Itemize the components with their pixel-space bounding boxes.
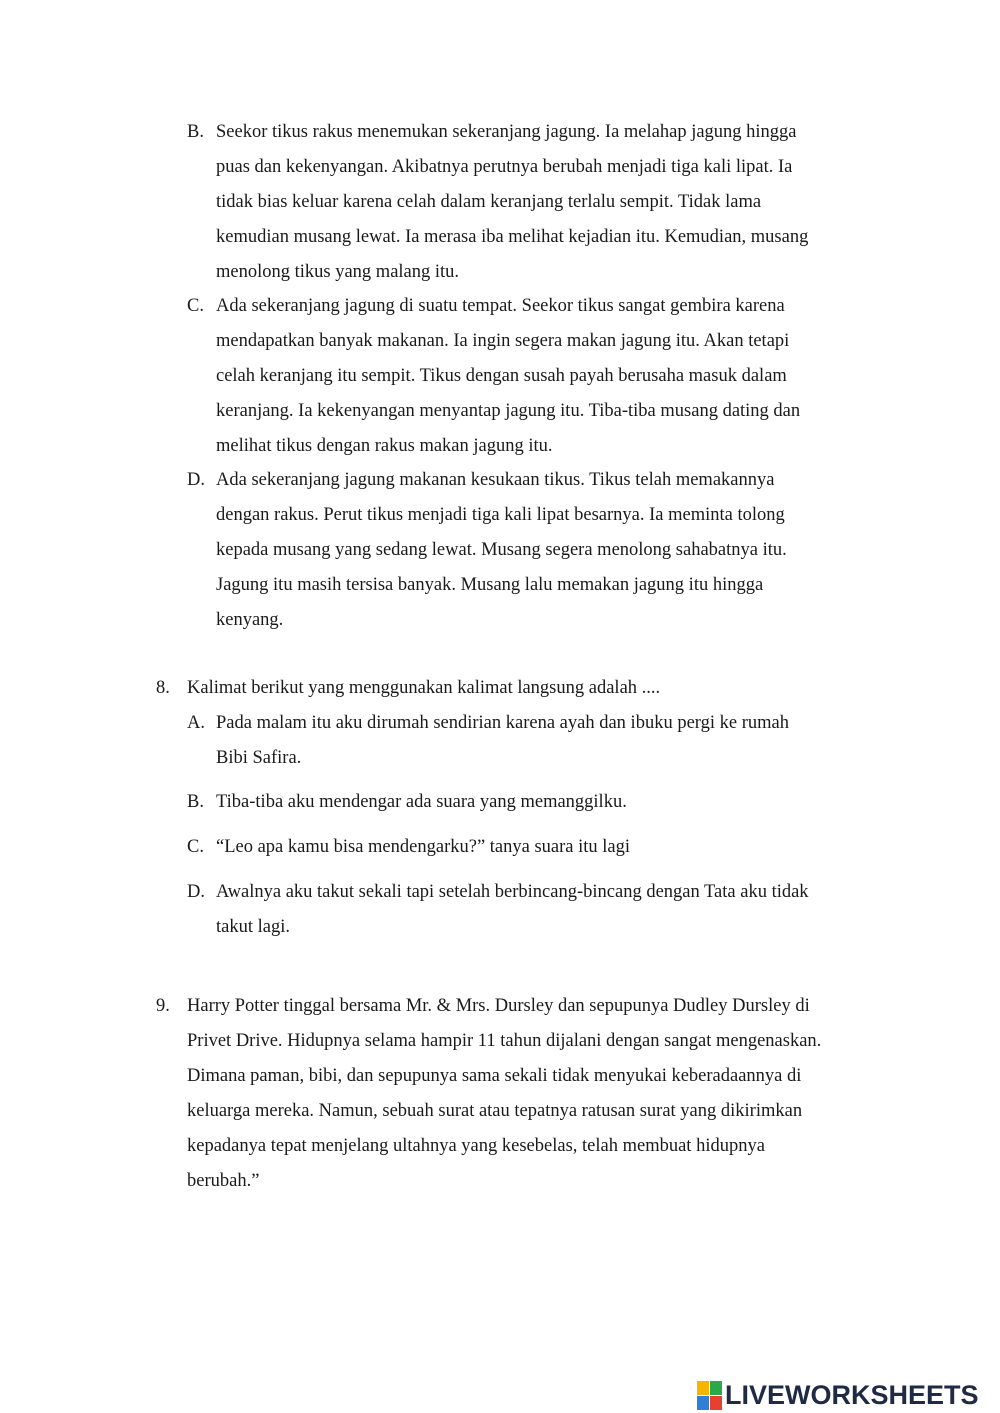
option-text-line: kemudian musang lewat. Ia merasa iba melihat kejadian itu. Kemudian, musang — [216, 227, 809, 247]
option-text-line: Jagung itu masih tersisa banyak. Musang lalu memakan jagung itu hingga — [216, 575, 764, 595]
option-text-line: Bibi Safira. — [216, 748, 302, 768]
liveworksheets-logo-icon — [697, 1380, 723, 1410]
option-text-line: dengan rakus. Perut tikus menjadi tiga kali lipat besarnya. Ia meminta tolong — [216, 505, 785, 525]
option-text-line: celah keranjang itu sempit. Tikus dengan susah payah berusaha masuk dalam — [216, 366, 787, 386]
option-label: C. — [187, 837, 204, 857]
option-label: B. — [187, 792, 204, 812]
watermark-text: LIVEWORKSHEETS — [725, 1379, 979, 1410]
option-label: B. — [187, 122, 204, 142]
option-label: D. — [187, 882, 205, 902]
passage-line: keluarga mereka. Namun, sebuah surat atau tepatnya ratusan surat yang dikirimkan — [187, 1101, 803, 1121]
passage-line: Dimana paman, bibi, dan sepupunya sama sekali tidak menyukai keberadaannya di — [187, 1066, 802, 1086]
option-text-line: tidak bias keluar karena celah dalam keranjang terlalu sempit. Tidak lama — [216, 192, 762, 212]
passage-line: Privet Drive. Hidupnya selama hampir 11 tahun dijalani dengan sangat mengenaskan. — [187, 1031, 822, 1051]
option-text-line: takut lagi. — [216, 917, 290, 937]
passage-line: kepadanya tepat menjelang ultahnya yang kesebelas, telah membuat hidupnya — [187, 1136, 765, 1156]
option-text-line: “Leo apa kamu bisa mendengarku?” tanya suara itu lagi — [216, 837, 631, 857]
question-text: Kalimat berikut yang menggunakan kalimat langsung adalah .... — [187, 678, 661, 698]
option-text-line: Ada sekeranjang jagung makanan kesukaan tikus. Tikus telah memakannya — [216, 470, 775, 490]
option-text-line: Pada malam itu aku dirumah sendirian karena ayah dan ibuku pergi ke rumah — [216, 713, 789, 733]
option-text-line: kenyang. — [216, 610, 284, 630]
option-text-line: Seekor tikus rakus menemukan sekeranjang jagung. Ia melahap jagung hingga — [216, 122, 797, 142]
option-text-line: puas dan kekenyangan. Akibatnya perutnya berubah menjadi tiga kali lipat. Ia — [216, 157, 793, 177]
option-text-line: kepada musang yang sedang lewat. Musang segera menolong sahabatnya itu. — [216, 540, 787, 560]
option-label: D. — [187, 470, 205, 490]
option-text-line: mendapatkan banyak makanan. Ia ingin segera makan jagung itu. Akan tetapi — [216, 331, 790, 351]
option-text-line: menolong tikus yang malang itu. — [216, 262, 460, 282]
option-text-line: Awalnya aku takut sekali tapi setelah berbincang-bincang dengan Tata aku tidak — [216, 882, 809, 902]
option-text-line: Tiba-tiba aku mendengar ada suara yang memanggilku. — [216, 792, 627, 812]
question-number: 8. — [156, 678, 170, 698]
question-number: 9. — [156, 996, 170, 1016]
passage-line: Harry Potter tinggal bersama Mr. & Mrs. Dursley dan sepupunya Dudley Dursley di — [187, 996, 810, 1016]
passage-line: berubah.” — [187, 1171, 260, 1191]
option-label: A. — [187, 713, 205, 733]
liveworksheets-watermark — [697, 1378, 979, 1412]
option-text-line: Ada sekeranjang jagung di suatu tempat. Seekor tikus sangat gembira karena — [216, 296, 785, 316]
option-text-line: melihat tikus dengan rakus makan jagung itu. — [216, 436, 553, 456]
option-text-line: keranjang. Ia kekenyangan menyantap jagung itu. Tiba-tiba musang dating dan — [216, 401, 801, 421]
option-label: C. — [187, 296, 204, 316]
